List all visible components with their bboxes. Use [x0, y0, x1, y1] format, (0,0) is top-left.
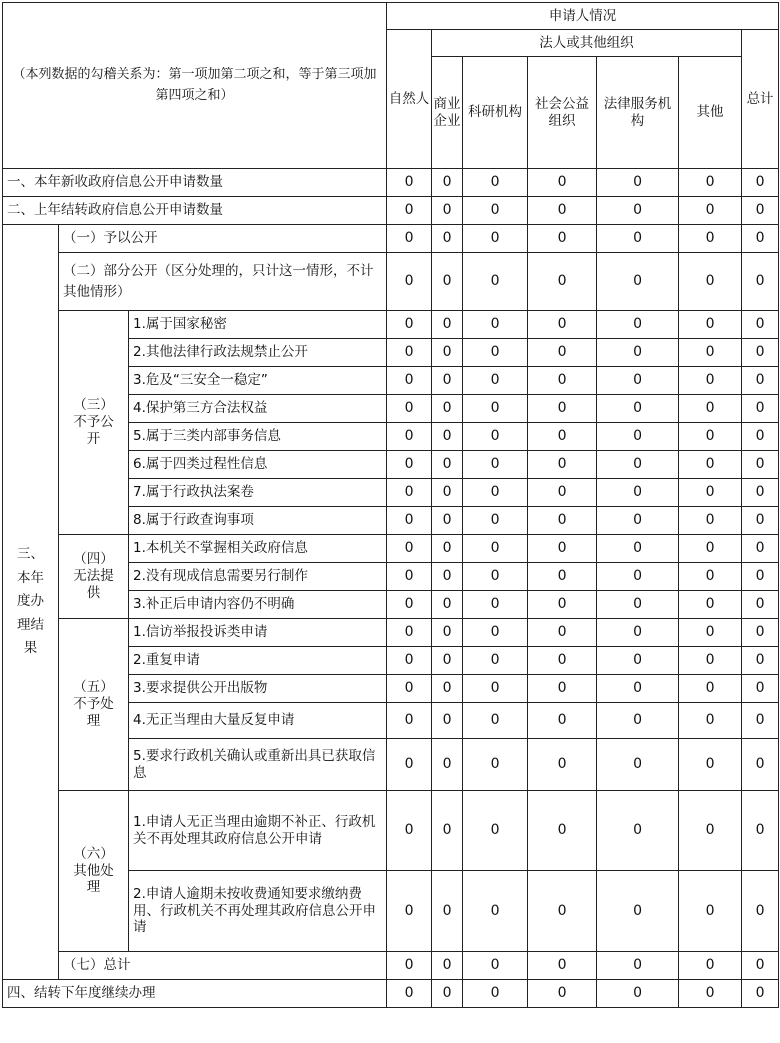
item-g4-1-label: 1.本机关不掌握相关政府信息 [129, 535, 387, 563]
value-cell: 0 [387, 591, 432, 619]
value-cell: 0 [432, 791, 463, 871]
value-cell: 0 [463, 197, 528, 225]
value-cell: 0 [432, 225, 463, 253]
item-g3-8-label: 8.属于行政查询事项 [129, 507, 387, 535]
item-g6-1-label: 1.申请人无正当理由逾期不补正、行政机关不再处理其政府信息公开申请 [129, 791, 387, 871]
value-cell: 0 [432, 675, 463, 703]
value-cell: 0 [432, 395, 463, 423]
value-cell: 0 [387, 451, 432, 479]
value-cell: 0 [463, 703, 528, 739]
value-cell: 0 [463, 169, 528, 197]
value-cell: 0 [463, 451, 528, 479]
value-cell: 0 [463, 507, 528, 535]
value-cell: 0 [528, 311, 597, 339]
value-cell: 0 [528, 952, 597, 980]
value-cell: 0 [742, 563, 779, 591]
table-row [3, 197, 779, 225]
item-g3-1-label: 1.属于国家秘密 [129, 311, 387, 339]
item-g3-5-label: 5.属于三类内部事务信息 [129, 423, 387, 451]
value-cell: 0 [528, 339, 597, 367]
value-cell: 0 [679, 675, 742, 703]
value-cell: 0 [528, 367, 597, 395]
value-cell: 0 [679, 423, 742, 451]
value-cell: 0 [432, 367, 463, 395]
value-cell: 0 [679, 253, 742, 311]
value-cell: 0 [679, 225, 742, 253]
value-cell: 0 [463, 791, 528, 871]
table-row [3, 253, 779, 311]
value-cell: 0 [463, 591, 528, 619]
value-cell: 0 [432, 169, 463, 197]
value-cell: 0 [742, 535, 779, 563]
value-cell: 0 [432, 253, 463, 311]
value-cell: 0 [463, 535, 528, 563]
value-cell: 0 [463, 423, 528, 451]
value-cell: 0 [742, 619, 779, 647]
group-g3-label: （三）不予公开 [59, 311, 129, 535]
value-cell: 0 [679, 451, 742, 479]
value-cell: 0 [597, 253, 679, 311]
header-col-legal-service: 法律服务机构 [597, 57, 679, 169]
header-applicant: 申请人情况 [387, 3, 779, 30]
value-cell: 0 [387, 253, 432, 311]
value-cell: 0 [528, 703, 597, 739]
value-cell: 0 [742, 339, 779, 367]
value-cell: 0 [597, 451, 679, 479]
value-cell: 0 [679, 311, 742, 339]
value-cell: 0 [528, 591, 597, 619]
value-cell: 0 [528, 675, 597, 703]
value-cell: 0 [742, 423, 779, 451]
value-cell: 0 [528, 225, 597, 253]
value-cell: 0 [387, 619, 432, 647]
disclosure-table [2, 2, 779, 1008]
value-cell: 0 [432, 197, 463, 225]
value-cell: 0 [742, 739, 779, 791]
value-cell: 0 [528, 507, 597, 535]
value-cell: 0 [679, 591, 742, 619]
value-cell: 0 [432, 479, 463, 507]
value-cell: 0 [742, 703, 779, 739]
value-cell: 0 [597, 871, 679, 952]
value-cell: 0 [387, 675, 432, 703]
value-cell: 0 [528, 791, 597, 871]
value-cell: 0 [597, 507, 679, 535]
header-col-research: 科研机构 [463, 57, 528, 169]
value-cell: 0 [387, 952, 432, 980]
value-cell: 0 [742, 451, 779, 479]
value-cell: 0 [528, 619, 597, 647]
value-cell: 0 [528, 871, 597, 952]
value-cell: 0 [387, 563, 432, 591]
value-cell: 0 [742, 952, 779, 980]
value-cell: 0 [432, 871, 463, 952]
item-g5-4-label: 4.无正当理由大量反复申请 [129, 703, 387, 739]
value-cell: 0 [679, 703, 742, 739]
table-row [3, 791, 779, 871]
value-cell: 0 [387, 980, 432, 1008]
value-cell: 0 [679, 339, 742, 367]
value-cell: 0 [597, 739, 679, 791]
table-row [3, 619, 779, 647]
value-cell: 0 [432, 647, 463, 675]
table-row [3, 952, 779, 980]
value-cell: 0 [597, 675, 679, 703]
value-cell: 0 [597, 169, 679, 197]
value-cell: 0 [432, 507, 463, 535]
value-cell: 0 [463, 739, 528, 791]
value-cell: 0 [742, 253, 779, 311]
value-cell: 0 [463, 339, 528, 367]
value-cell: 0 [387, 395, 432, 423]
value-cell: 0 [742, 225, 779, 253]
value-cell: 0 [742, 311, 779, 339]
value-cell: 0 [432, 980, 463, 1008]
value-cell: 0 [528, 451, 597, 479]
group-g6-label: （六）其他处理 [59, 791, 129, 952]
value-cell: 0 [679, 479, 742, 507]
value-cell: 0 [742, 169, 779, 197]
value-cell: 0 [528, 197, 597, 225]
value-cell: 0 [432, 619, 463, 647]
value-cell: 0 [742, 507, 779, 535]
value-cell: 0 [387, 339, 432, 367]
value-cell: 0 [463, 395, 528, 423]
header-natural-person: 自然人 [387, 30, 432, 169]
value-cell: 0 [679, 980, 742, 1008]
section-s3-label: 三、本年度办理结果 [3, 225, 59, 980]
value-cell: 0 [463, 367, 528, 395]
value-cell: 0 [597, 395, 679, 423]
value-cell: 0 [463, 952, 528, 980]
value-cell: 0 [528, 395, 597, 423]
value-cell: 0 [742, 591, 779, 619]
group-g2-label: （二）部分公开（区分处理的，只计这一情形，不计其他情形） [59, 253, 387, 311]
item-g5-2-label: 2.重复申请 [129, 647, 387, 675]
value-cell: 0 [597, 647, 679, 675]
value-cell: 0 [432, 591, 463, 619]
item-g5-5-label: 5.要求行政机关确认或重新出具已获取信息 [129, 739, 387, 791]
value-cell: 0 [463, 563, 528, 591]
value-cell: 0 [742, 791, 779, 871]
value-cell: 0 [597, 980, 679, 1008]
value-cell: 0 [432, 311, 463, 339]
value-cell: 0 [742, 647, 779, 675]
item-g3-4-label: 4.保护第三方合法权益 [129, 395, 387, 423]
value-cell: 0 [528, 647, 597, 675]
value-cell: 0 [387, 479, 432, 507]
value-cell: 0 [597, 311, 679, 339]
value-cell: 0 [679, 563, 742, 591]
value-cell: 0 [679, 535, 742, 563]
value-cell: 0 [597, 225, 679, 253]
value-cell: 0 [463, 980, 528, 1008]
value-cell: 0 [463, 675, 528, 703]
item-g3-3-label: 3.危及“三安全一稳定” [129, 367, 387, 395]
item-g6-2-label: 2.申请人逾期未按收费通知要求缴纳费用、行政机关不再处理其政府信息公开申请 [129, 871, 387, 952]
header-col-other: 其他 [679, 57, 742, 169]
value-cell: 0 [528, 169, 597, 197]
value-cell: 0 [597, 535, 679, 563]
value-cell: 0 [679, 952, 742, 980]
value-cell: 0 [387, 507, 432, 535]
value-cell: 0 [597, 197, 679, 225]
group-g7-label: （七）总计 [59, 952, 387, 980]
value-cell: 0 [432, 423, 463, 451]
value-cell: 0 [463, 311, 528, 339]
value-cell: 0 [597, 952, 679, 980]
value-cell: 0 [742, 367, 779, 395]
value-cell: 0 [387, 647, 432, 675]
value-cell: 0 [742, 980, 779, 1008]
value-cell: 0 [679, 739, 742, 791]
item-g3-6-label: 6.属于四类过程性信息 [129, 451, 387, 479]
value-cell: 0 [679, 169, 742, 197]
table-row [3, 535, 779, 563]
value-cell: 0 [387, 791, 432, 871]
value-cell: 0 [463, 253, 528, 311]
value-cell: 0 [528, 535, 597, 563]
value-cell: 0 [679, 395, 742, 423]
value-cell: 0 [679, 791, 742, 871]
value-cell: 0 [463, 647, 528, 675]
value-cell: 0 [597, 591, 679, 619]
value-cell: 0 [528, 253, 597, 311]
value-cell: 0 [463, 225, 528, 253]
value-cell: 0 [463, 479, 528, 507]
value-cell: 0 [387, 871, 432, 952]
table-row [3, 225, 779, 253]
value-cell: 0 [432, 739, 463, 791]
value-cell: 0 [742, 197, 779, 225]
section-s2-label: 二、上年结转政府信息公开申请数量 [3, 197, 387, 225]
value-cell: 0 [387, 535, 432, 563]
item-g5-1-label: 1.信访举报投诉类申请 [129, 619, 387, 647]
item-g3-2-label: 2.其他法律行政法规禁止公开 [129, 339, 387, 367]
group-g1-label: （一）予以公开 [59, 225, 387, 253]
value-cell: 0 [597, 703, 679, 739]
value-cell: 0 [432, 952, 463, 980]
item-g3-7-label: 7.属于行政执法案卷 [129, 479, 387, 507]
value-cell: 0 [463, 619, 528, 647]
value-cell: 0 [679, 647, 742, 675]
value-cell: 0 [597, 619, 679, 647]
section-s1-label: 一、本年新收政府信息公开申请数量 [3, 169, 387, 197]
value-cell: 0 [597, 563, 679, 591]
table-row [3, 980, 779, 1008]
value-cell: 0 [528, 980, 597, 1008]
value-cell: 0 [679, 507, 742, 535]
value-cell: 0 [742, 395, 779, 423]
value-cell: 0 [387, 703, 432, 739]
value-cell: 0 [742, 871, 779, 952]
value-cell: 0 [432, 703, 463, 739]
value-cell: 0 [679, 871, 742, 952]
header-note: （本列数据的勾稽关系为：第一项加第二项之和，等于第三项加第四项之和） [3, 3, 387, 169]
table-row [3, 311, 779, 339]
value-cell: 0 [528, 479, 597, 507]
value-cell: 0 [528, 739, 597, 791]
value-cell: 0 [387, 423, 432, 451]
value-cell: 0 [387, 225, 432, 253]
value-cell: 0 [463, 871, 528, 952]
value-cell: 0 [742, 675, 779, 703]
header-legal-group: 法人或其他组织 [432, 30, 742, 57]
value-cell: 0 [679, 367, 742, 395]
value-cell: 0 [679, 619, 742, 647]
header-col-public-welfare: 社会公益组织 [528, 57, 597, 169]
value-cell: 0 [597, 791, 679, 871]
value-cell: 0 [387, 197, 432, 225]
value-cell: 0 [679, 197, 742, 225]
table-row [3, 169, 779, 197]
value-cell: 0 [597, 423, 679, 451]
section-s4-label: 四、结转下年度继续办理 [3, 980, 387, 1008]
value-cell: 0 [432, 563, 463, 591]
header-col-business: 商业企业 [432, 57, 463, 169]
header-total: 总计 [742, 30, 779, 169]
value-cell: 0 [387, 169, 432, 197]
value-cell: 0 [528, 423, 597, 451]
value-cell: 0 [432, 451, 463, 479]
value-cell: 0 [742, 479, 779, 507]
group-g4-label: （四）无法提供 [59, 535, 129, 619]
item-g4-3-label: 3.补正后申请内容仍不明确 [129, 591, 387, 619]
value-cell: 0 [387, 367, 432, 395]
value-cell: 0 [432, 339, 463, 367]
value-cell: 0 [432, 535, 463, 563]
item-g4-2-label: 2.没有现成信息需要另行制作 [129, 563, 387, 591]
item-g5-3-label: 3.要求提供公开出版物 [129, 675, 387, 703]
value-cell: 0 [528, 563, 597, 591]
value-cell: 0 [597, 339, 679, 367]
value-cell: 0 [387, 311, 432, 339]
value-cell: 0 [597, 479, 679, 507]
value-cell: 0 [597, 367, 679, 395]
group-g5-label: （五）不予处理 [59, 619, 129, 791]
value-cell: 0 [387, 739, 432, 791]
